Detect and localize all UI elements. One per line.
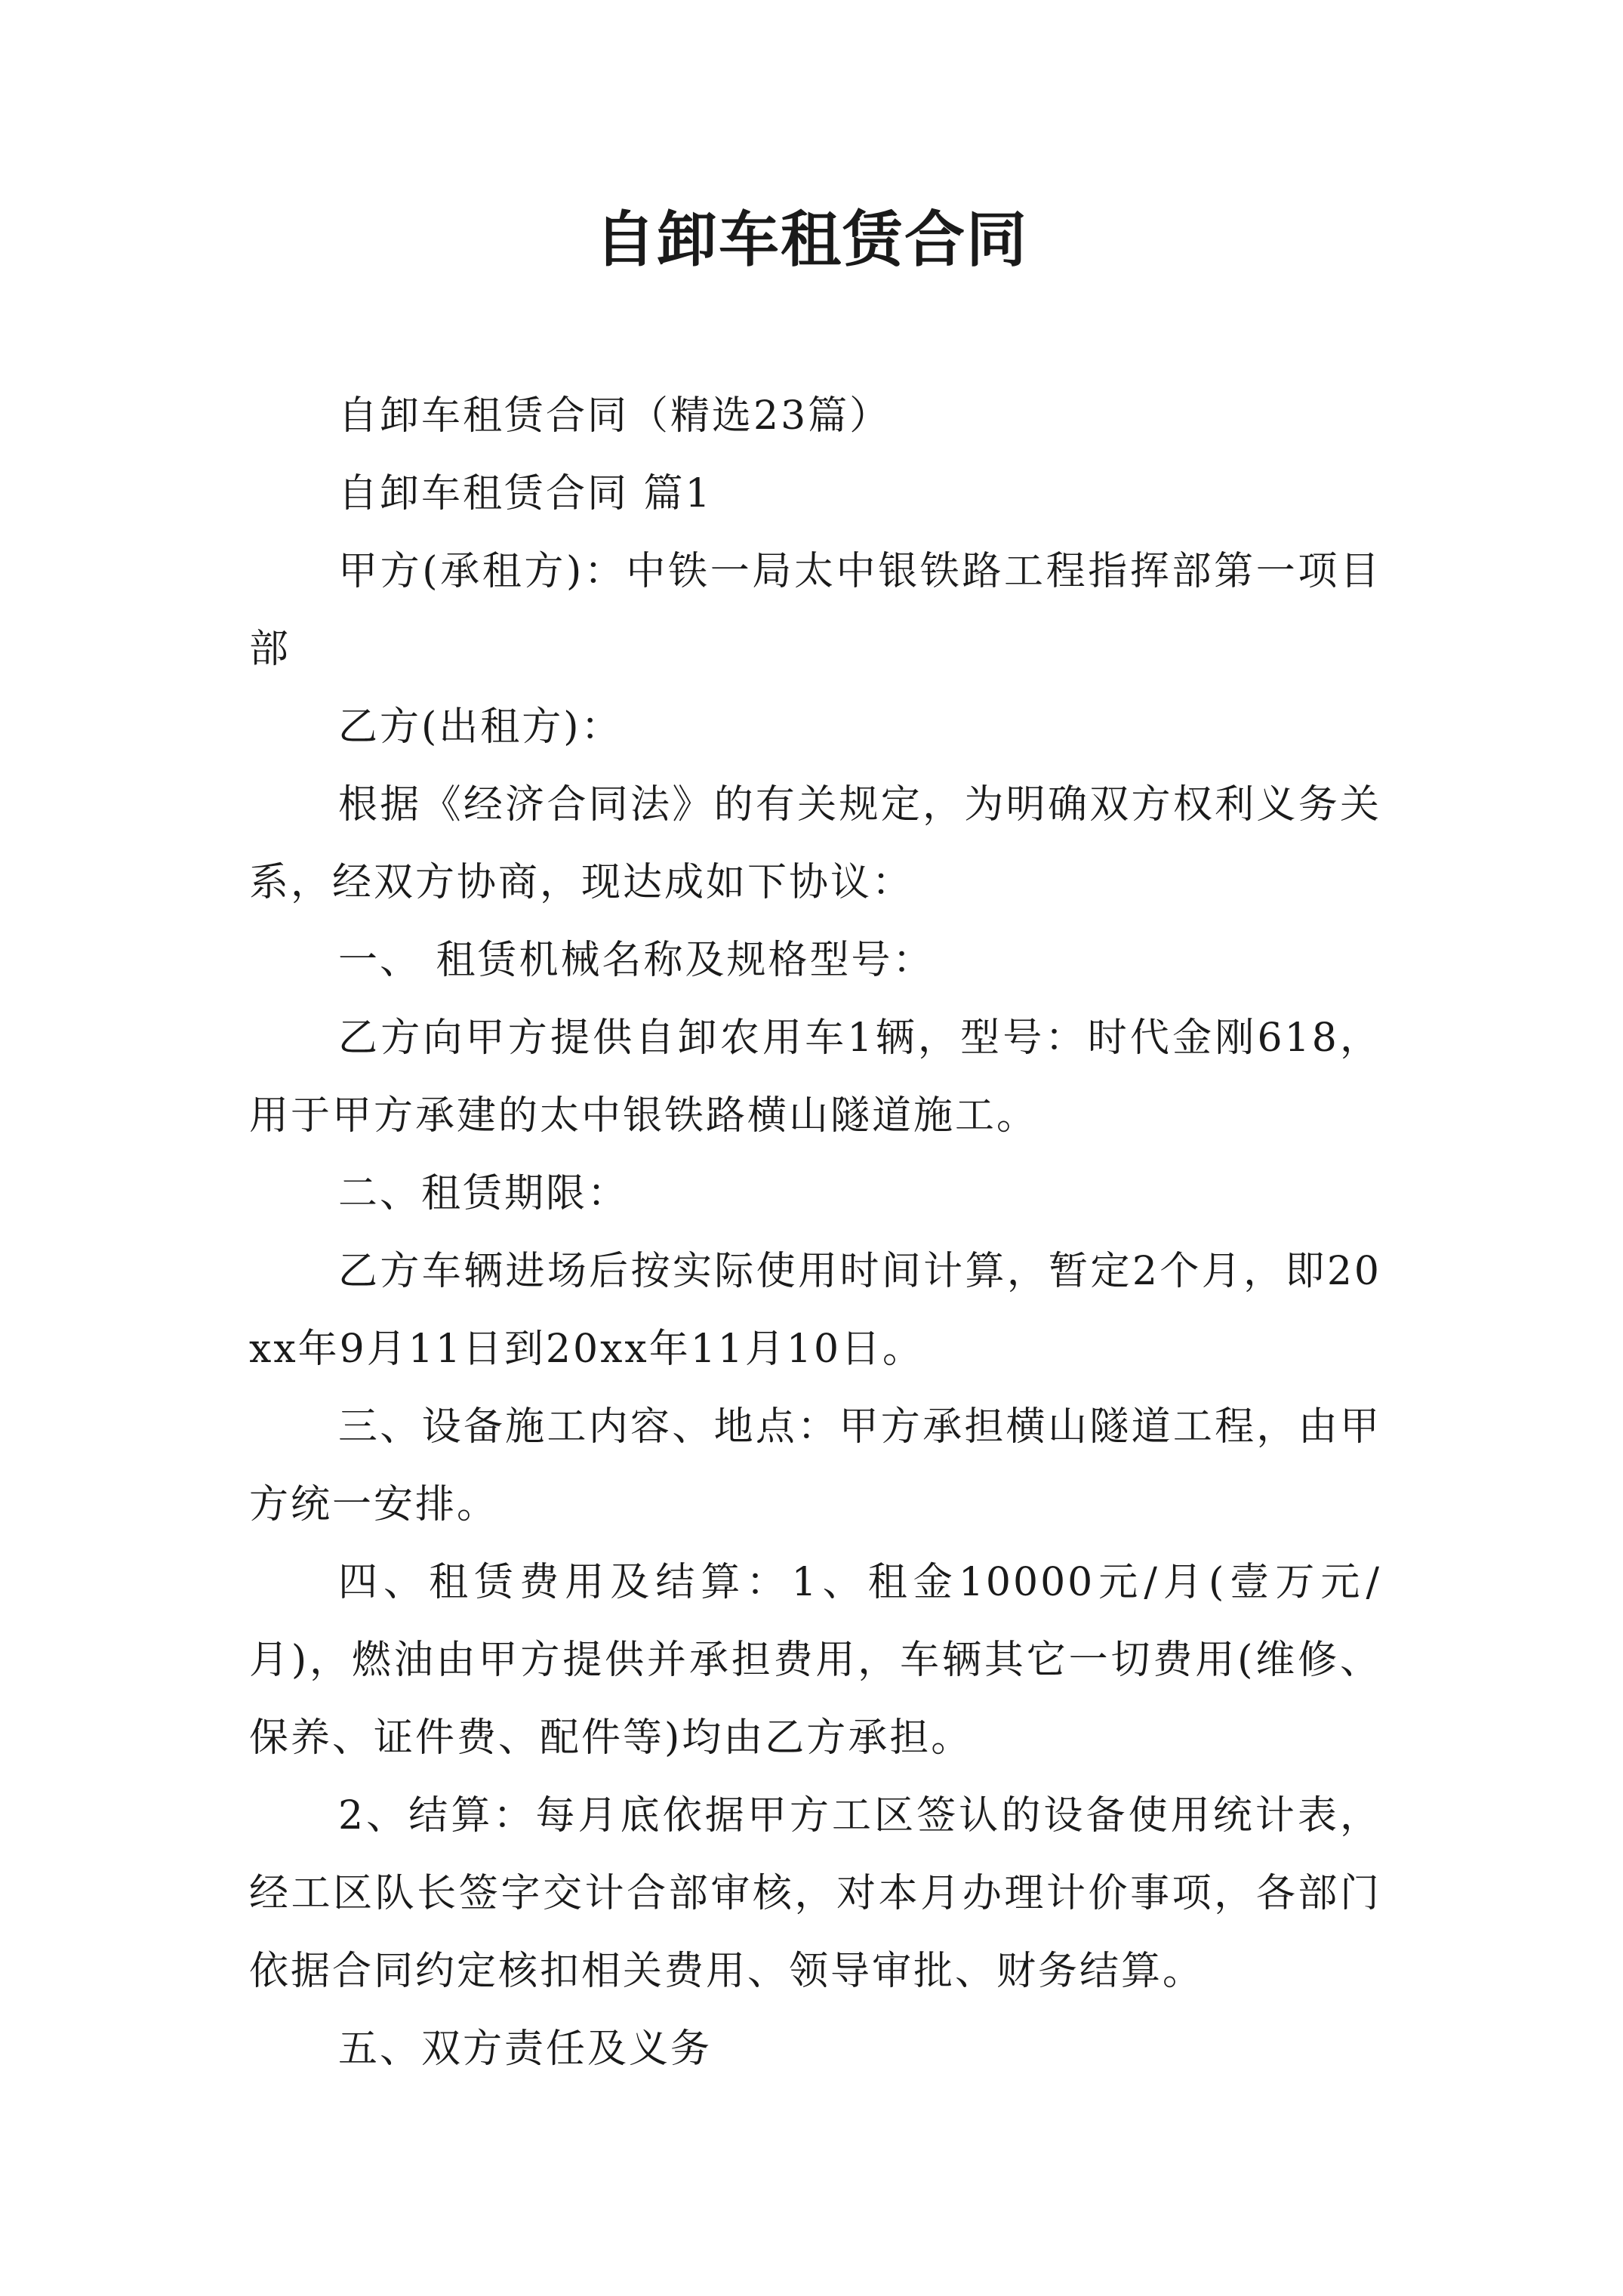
paragraph-collection-title: 自卸车租赁合同（精选23篇）: [338, 393, 892, 439]
paragraph-clause-2-body: 乙方车辆进场后按实际使用时间计算，暂定2个月，即20xx年9月11日到20xx年11月10日。: [249, 1249, 1381, 1372]
paragraph-clause-1-body: 乙方向甲方提供自卸农用车1辆，型号：时代金刚618，用于甲方承建的太中银铁路横山隧道施工。: [249, 1015, 1381, 1139]
paragraph-preamble: 根据《经济合同法》的有关规定，为明确双方权利义务关系，经双方协商，现达成如下协议：: [249, 782, 1381, 905]
paragraph-party-a: 甲方(承租方)：中铁一局太中银铁路工程指挥部第一项目部: [249, 549, 1381, 672]
document-title: 自卸车租赁合同: [595, 204, 1028, 275]
paragraph-clause-4-settlement: 2、结算：每月底依据甲方工区签认的设备使用统计表，经工区队长签字交计合部审核，对本月办理计价事项，各部门依据合同约定核扣相关费用、领导审批、财务结算。: [249, 1793, 1381, 1994]
paragraph-party-b: 乙方(出租方)：: [338, 704, 623, 750]
paragraph-clause-2-heading: 二、租赁期限：: [338, 1171, 630, 1216]
document-body: [249, 378, 1381, 2088]
paragraph-section-heading: 自卸车租赁合同 篇1: [338, 471, 713, 516]
paragraph-clause-3: 三、设备施工内容、地点：甲方承担横山隧道工程，由甲方统一安排。: [249, 1404, 1381, 1527]
paragraph-clause-1-heading: 一、 租赁机械名称及规格型号：: [338, 938, 935, 983]
paragraph-clause-5-heading: 五、双方责任及义务: [338, 2026, 713, 2072]
paragraph-clause-4: 四、租赁费用及结算：1、租金10000元/月(壹万元/月)，燃油由甲方提供并承担费用，车辆其它一切费用(维修、保养、证件费、配件等)均由乙方承担。: [249, 1560, 1381, 1761]
